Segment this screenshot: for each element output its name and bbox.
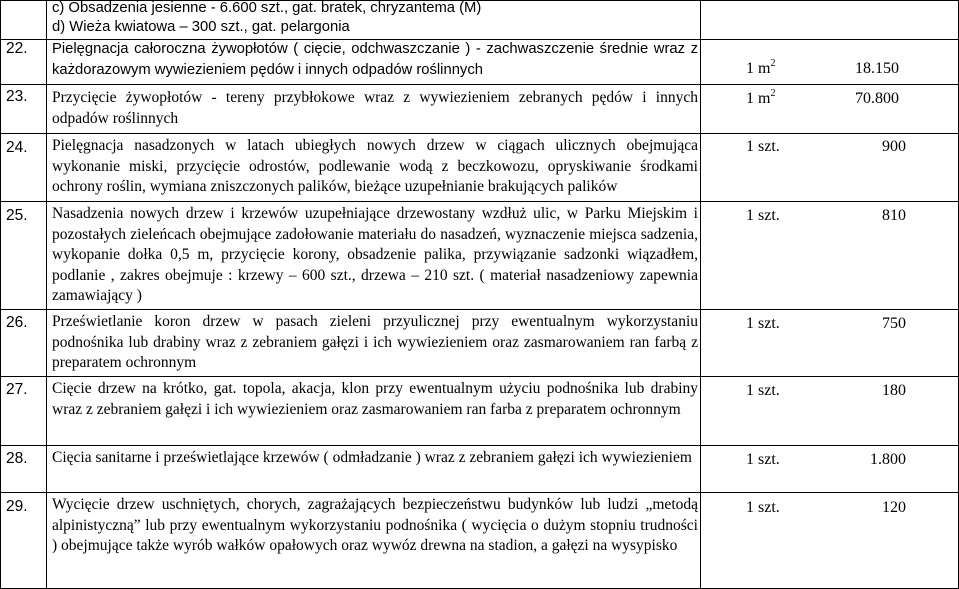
row-quantity: 18.150 (855, 60, 899, 77)
row-unit (746, 60, 775, 78)
row-number: 25. (6, 207, 28, 224)
row-number: 22. (6, 40, 28, 57)
row-unit: 1 szt. (746, 499, 780, 516)
row-divider (0, 492, 959, 493)
row-unit: 1 szt. (746, 138, 780, 155)
row-description: Pielęgnacja nasadzonych w latach ubiegłych nowych drzew w ciągach ulicznych obejmująca wykonanie miski, przycięcie odrostów, podlewanie wodą z beczkowozu, opryskiwanie środkami ochrony roślin, wymiana zniszczonych palików, bieżące uzupełnianie brakujących palików (52, 137, 698, 196)
row-unit: 1 szt. (746, 451, 780, 468)
row-description: Nasadzenia nowych drzew i krzewów uzupełniające drzewostany wzdłuż ulic, w Parku Miejskim i pozostałych zieleńcach obejmujące zadołowanie materiału do nasadzeń, wyznaczenie miejsca sadzenia, wykopanie dołka 0,5 m, przycięcie korony, obsadzenie palika, przywiązanie sadzonki wiązadłem, podlanie , zakres obejmuje : krzewy – 600 szt., drzewa – 210 szt. ( materiał nasadzeniowy zapewnia zamawiający ) (52, 205, 698, 305)
item-d-text: d) Wieża kwiatowa – 300 szt., gat. pelargonia (52, 19, 350, 35)
row-unit-sup: 2 (770, 58, 776, 69)
row-quantity: 180 (882, 382, 906, 399)
row-divider (0, 133, 959, 134)
row-divider (0, 201, 959, 202)
row-divider (0, 309, 959, 310)
row-description: Wycięcie drzew uschniętych, chorych, zagrażających bezpieczeństwu budynków lub ludzi „metodą alpinistyczną” lub przy ewentualnym wykorzystaniu podnośnika ( wycięcia o dużym stopniu trudności ) obejmujące także wyrób wałków opałowych oraz wywóz drewna na stadion, a gałęzi na wysypisko (52, 496, 698, 555)
row-quantity: 1.800 (870, 451, 906, 468)
column-divider (0, 0, 1, 589)
row-description: Cięcie drzew na krótko, gat. topola, akacja, klon przy ewentualnym użyciu podnośnika lub drabiny wraz z zebraniem gałęzi i ich wywiezieniem oraz zasmarowaniem ran farba z preparatem ochronnym (52, 380, 698, 418)
row-quantity: 70.800 (855, 90, 899, 107)
row-unit-text: 1 m (746, 60, 771, 77)
row-number: 28. (6, 450, 28, 467)
row-number: 26. (6, 314, 28, 331)
row-quantity: 900 (882, 138, 906, 155)
column-divider (46, 0, 47, 589)
item-c-text: c) Obsadzenia jesienne - 6.600 szt., gat. bratek, chryzantema (M) (52, 0, 482, 16)
row-quantity: 810 (882, 207, 906, 224)
row-unit: 1 szt. (746, 382, 780, 399)
row-description: Przycięcie żywopłotów - tereny przybłokowe wraz z wywiezieniem zebranych pędów i innych odpadów roślinnych (52, 89, 698, 127)
row-description: Pielęgnacja całoroczna żywopłotów ( cięcie, odchwaszczanie ) - zachwaszczenie średnie wraz z każdorazowym wywiezieniem pędów i innych odpadów roślinnych (52, 41, 698, 78)
row-unit-sup: 2 (770, 88, 776, 99)
row-number: 29. (6, 498, 28, 515)
row-unit: 1 szt. (746, 207, 780, 224)
row-divider (0, 445, 959, 446)
row-quantity: 120 (882, 499, 906, 516)
row-description: Cięcia sanitarne i prześwietlające krzewów ( odmładzanie ) wraz z zebraniem gałęzi ich wywiezieniem (52, 449, 692, 466)
row-description: Prześwietlanie koron drzew w pasach zieleni przyulicznej przy ewentualnym wykorzystaniu podnośnika lub drabiny wraz z zebraniem gałęzi i ich wywiezieniem oraz zasmarowaniem ran farbą z preparatem ochronnym (52, 313, 698, 372)
column-divider (700, 0, 701, 589)
row-divider (0, 376, 959, 377)
row-unit-text: 1 m (746, 90, 771, 107)
row-number: 23. (6, 88, 28, 105)
row-number: 27. (6, 381, 28, 398)
row-unit (746, 90, 775, 108)
row-quantity: 750 (882, 315, 906, 332)
row-number: 24. (6, 139, 28, 156)
row-unit: 1 szt. (746, 315, 780, 332)
row-divider (0, 84, 959, 85)
